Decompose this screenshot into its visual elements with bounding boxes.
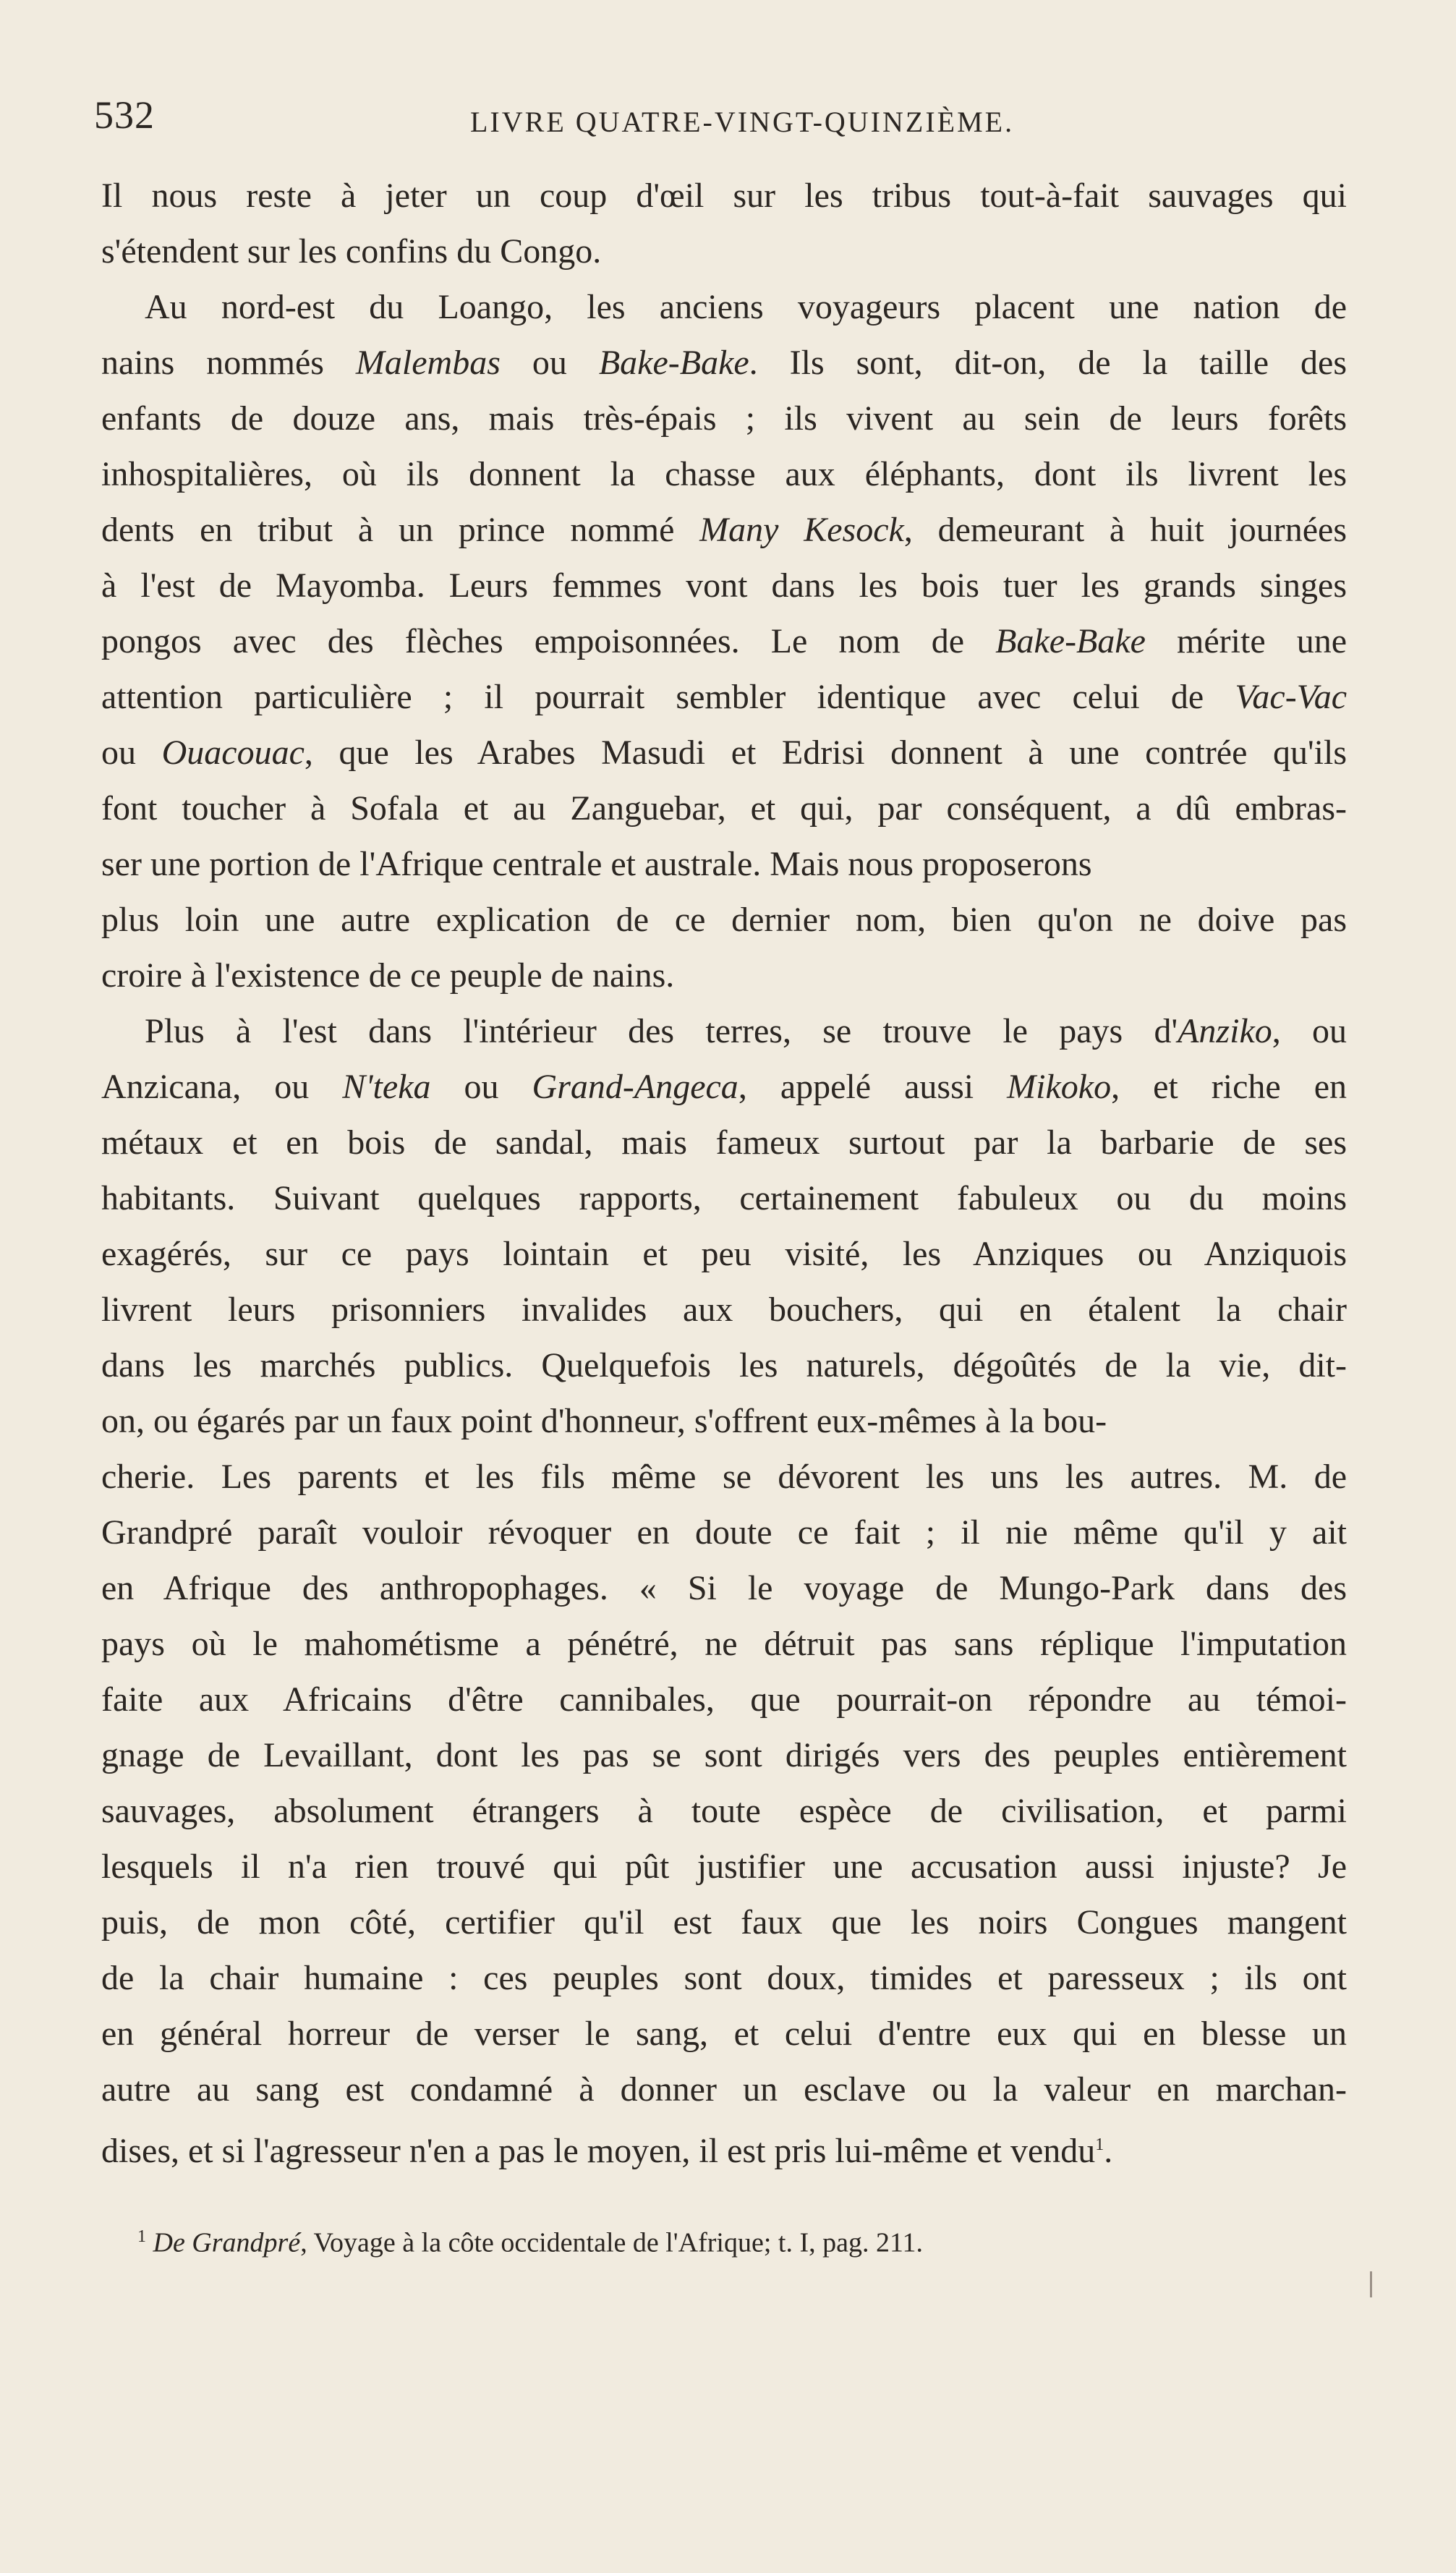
text-line: dents en tribut à un prince nommé Many Kesock, demeurant à huit journées <box>101 511 1348 549</box>
footnote <box>137 2215 1353 2265</box>
text-line: Anzicana, ou N'teka ou Grand-Angeca, appelé aussi Mikoko, et riche en <box>101 1068 1348 1106</box>
text-line: croire à l'existence de ce peuple de nains. <box>101 956 675 995</box>
text-line: pongos avec des flèches empoisonnées. Le nom de Bake-Bake mérite une <box>101 622 1347 660</box>
text-line: gnage de Levaillant, dont les pas se sont dirigés vers des peuples entièrement <box>101 1736 1347 1774</box>
text-line: Grandpré paraît vouloir révoquer en doute ce fait ; il nie même qu'il y ait <box>101 1513 1347 1552</box>
italic-name: Grand-Angeca <box>532 1068 738 1106</box>
italic-name: Malembas <box>355 344 501 382</box>
text-line: exagérés, sur ce pays lointain et peu visité, les Anziques ou Anziquois <box>101 1235 1347 1273</box>
text-line: on, ou égarés par un faux point d'honneur, s'offrent eux-mêmes à la bou- <box>101 1402 1107 1440</box>
text-line: ser une portion de l'Afrique centrale et australe. Mais nous proposerons <box>101 845 1092 883</box>
text-line: habitants. Suivant quelques rapports, certainement fabuleux ou du moins <box>101 1179 1347 1217</box>
footnote-reference: 1 <box>1095 2135 1104 2154</box>
text-line: dans les marchés publics. Quelquefois les naturels, dégoûtés de la vie, dit- <box>101 1346 1347 1385</box>
text-line: métaux et en bois de sandal, mais fameux surtout par la barbarie de ses <box>101 1123 1347 1162</box>
text-line: ou Ouacouac, que les Arabes Masudi et Edrisi donnent à une contrée qu'ils <box>101 733 1348 772</box>
text-line: sauvages, absolument étrangers à toute espèce de civilisation, et parmi <box>101 1792 1347 1830</box>
footnote-text: , Voyage à la côte occidentale de l'Afrique; t. I, pag. 211. <box>300 2227 924 2258</box>
text-line: inhospitalières, où ils donnent la chasse aux éléphants, dont ils livrent les <box>101 455 1347 493</box>
text-line: autre au sang est condamné à donner un esclave ou la valeur en marchan- <box>101 2070 1347 2109</box>
italic-name: Vac-Vac <box>1235 678 1347 716</box>
text-line: dises, et si l'agresseur n'en a pas le moyen, il est pris lui-même et vendu$^1$. <box>101 2132 1113 2170</box>
text-line: s'étendent sur les confins du Congo. <box>101 232 602 271</box>
text-line: Au nord-est du Loango, les anciens voyageurs placent une nation de <box>145 288 1347 326</box>
italic-name: Ouacouac <box>161 733 305 772</box>
page-number: 532 <box>94 93 155 137</box>
text-line: livrent leurs prisonniers invalides aux bouchers, qui en étalent la chair <box>101 1290 1347 1329</box>
text-line: attention particulière ; il pourrait sembler identique avec celui de Vac-Vac <box>101 678 1347 716</box>
text-line: Plus à l'est dans l'intérieur des terres, se trouve le pays d'Anziko, ou <box>145 1012 1348 1050</box>
text-line: font toucher à Sofala et au Zanguebar, et qui, par conséquent, a dû embras- <box>101 789 1347 828</box>
text-line: cherie. Les parents et les fils même se dévorent les uns les autres. M. de <box>101 1458 1347 1496</box>
text-line: puis, de mon côté, certifier qu'il est faux que les noirs Congues mangent <box>101 1903 1347 1942</box>
text-line: Il nous reste à jeter un coup d'œil sur les tribus tout-à-fait sauvages qui <box>101 177 1347 215</box>
text-line: à l'est de Mayomba. Leurs femmes vont dans les bois tuer les grands singes <box>101 566 1347 605</box>
footnote-author: De Grandpré <box>153 2227 301 2258</box>
italic-name: Bake-Bake <box>598 344 749 382</box>
italic-name: Mikoko <box>1007 1068 1112 1106</box>
text-line: enfants de douze ans, mais très-épais ; ils vivent au sein de leurs forêts <box>101 399 1347 438</box>
body-text <box>101 168 1347 2173</box>
italic-name: N'teka <box>342 1068 431 1106</box>
text-line: nains nommés Malembas ou Bake-Bake. Ils sont, dit-on, de la taille des <box>101 344 1347 382</box>
text-line: de la chair humaine : ces peuples sont doux, timides et paresseux ; ils ont <box>101 1959 1347 1997</box>
text-line: faite aux Africains d'être cannibales, que pourrait-on répondre au témoi- <box>101 1680 1347 1719</box>
footnote-marker: 1 <box>137 2227 146 2246</box>
text-line: plus loin une autre explication de ce dernier nom, bien qu'on ne doive pas <box>101 901 1347 939</box>
text-line: en Afrique des anthropophages. « Si le voyage de Mungo-Park dans des <box>101 1569 1347 1607</box>
margin-mark <box>1370 2271 1372 2297</box>
italic-name: Bake-Bake <box>995 622 1146 660</box>
text-line: en général horreur de verser le sang, et celui d'entre eux qui en blesse un <box>101 2015 1347 2053</box>
italic-name: Anziko <box>1178 1012 1272 1050</box>
running-title: LIVRE QUATRE-VINGT-QUINZIÈME. <box>470 106 1015 138</box>
text-line: lesquels il n'a rien trouvé qui pût justifier une accusation aussi injuste? Je <box>101 1847 1347 1886</box>
text-line: pays où le mahométisme a pénétré, ne détruit pas sans réplique l'imputation <box>101 1625 1347 1663</box>
italic-name: Many Kesock <box>699 511 904 549</box>
